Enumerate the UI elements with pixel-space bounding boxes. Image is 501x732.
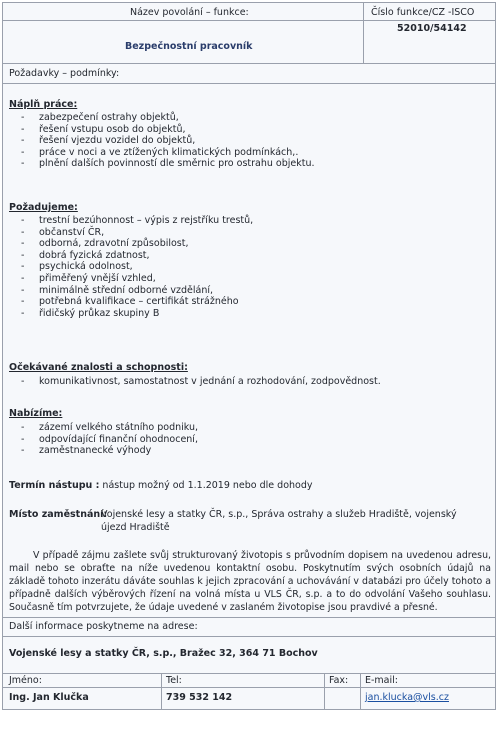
list-item: - odpovídající finanční ohodnocení,: [9, 434, 198, 446]
list-item: - řešení vjezdu vozidel do objektů,: [9, 135, 315, 147]
more-info-label: Další informace poskytneme na adrese:: [9, 621, 198, 632]
required-list: [9, 215, 253, 319]
list-item: - komunikativnost, samostatnost v jednání a rozhodování, zodpovědnost.: [9, 376, 381, 388]
duties-list: [9, 112, 315, 170]
divider: [3, 617, 495, 618]
job-title-label: Název povolání – funkce:: [130, 7, 249, 18]
required-heading: Požadujeme:: [9, 202, 78, 213]
divider: [324, 673, 325, 709]
contact-name: Ing. Jan Klučka: [9, 692, 89, 703]
requirements-label: Požadavky – podmínky:: [9, 68, 120, 79]
divider: [363, 3, 364, 63]
divider: [3, 20, 495, 21]
list-item: - potřebná kvalifikace – certifikát strážného: [9, 296, 253, 308]
list-item: - plnění dalších povinností dle směrnic pro ostrahu objektu.: [9, 158, 315, 170]
duties-heading: Náplň práce:: [9, 99, 78, 110]
isco-code: 52010/54142: [397, 23, 467, 34]
list-item: - práce v noci a ve ztížených klimatických podmínkách,.: [9, 147, 315, 159]
fax-label: Fax:: [329, 675, 349, 686]
job-title: Bezpečnostní pracovník: [125, 41, 253, 52]
start-value: nástup možný od 1.1.2019 nebo dle dohody: [102, 480, 313, 491]
list-item: - řešení vstupu osob do objektů,: [9, 124, 315, 136]
offer-heading: Nabízíme:: [9, 408, 63, 419]
divider: [161, 673, 162, 709]
divider: [3, 673, 495, 674]
list-item: - psychická odolnost,: [9, 261, 253, 273]
list-item: - trestní bezúhonnost – výpis z rejstříku trestů,: [9, 215, 253, 227]
list-item: - zázemí velkého státního podniku,: [9, 422, 198, 434]
location-line-1: Vojenské lesy a statky ČR, s.p., Správa ostrahy a služeb Hradiště, vojenský: [101, 509, 457, 520]
list-item: - zabezpečení ostrahy objektů,: [9, 112, 315, 124]
skills-list: [9, 376, 381, 388]
email-link[interactable]: jan.klucka@vls.cz: [365, 692, 449, 703]
skills-heading: Očekávané znalosti a schopnosti:: [9, 362, 188, 373]
location-label: Místo zaměstnání:: [9, 509, 108, 520]
divider: [3, 63, 495, 64]
divider: [3, 687, 495, 688]
divider: [3, 636, 495, 637]
phone-label: Tel:: [166, 675, 182, 686]
offer-list: [9, 422, 198, 457]
list-item: - odborná, zdravotní způsobilost,: [9, 238, 253, 250]
address: Vojenské lesy a statky ČR, s.p., Bražec 32, 364 71 Bochov: [9, 648, 318, 659]
list-item: - dobrá fyzická zdatnost,: [9, 250, 253, 262]
start-label: Termín nástupu :: [9, 480, 100, 491]
cover-letter: V případě zájmu zašlete svůj strukturovaný životopis s průvodním dopisem na uvedenou adresu, mail nebo se obraťte na níže uvedenou kontaktní osobu. Poskytnutím svých osobních údajů na základě tohoto inzerátu dáváte souhlas k jejich zpracování a uchovávání v databázi pro účely tohoto a případně dalších výběrových řízení na volná místa u VLS ČR, s.p. a to do odvolání Vašeho souhlasu. Současně tím potvrzujete, že údaje uvedené v zaslaném životopise jsou pravdivé a přesné.: [9, 550, 491, 613]
start-row: [9, 480, 313, 492]
contact-phone: 739 532 142: [166, 692, 233, 703]
job-offer-form: [2, 2, 496, 710]
email-label: E-mail:: [365, 675, 398, 686]
list-item: - minimálně střední odborné vzdělání,: [9, 285, 253, 297]
location-line-2: újezd Hradiště: [101, 522, 170, 533]
list-item: - přiměřený vnější vzhled,: [9, 273, 253, 285]
list-item: - zaměstnanecké výhody: [9, 445, 198, 457]
divider: [360, 673, 361, 709]
divider: [3, 83, 495, 84]
list-item: - řidičský průkaz skupiny B: [9, 308, 253, 320]
code-label: Číslo funkce/CZ -ISCO: [371, 7, 475, 18]
list-item: - občanství ČR,: [9, 227, 253, 239]
name-label: Jméno:: [9, 675, 42, 686]
